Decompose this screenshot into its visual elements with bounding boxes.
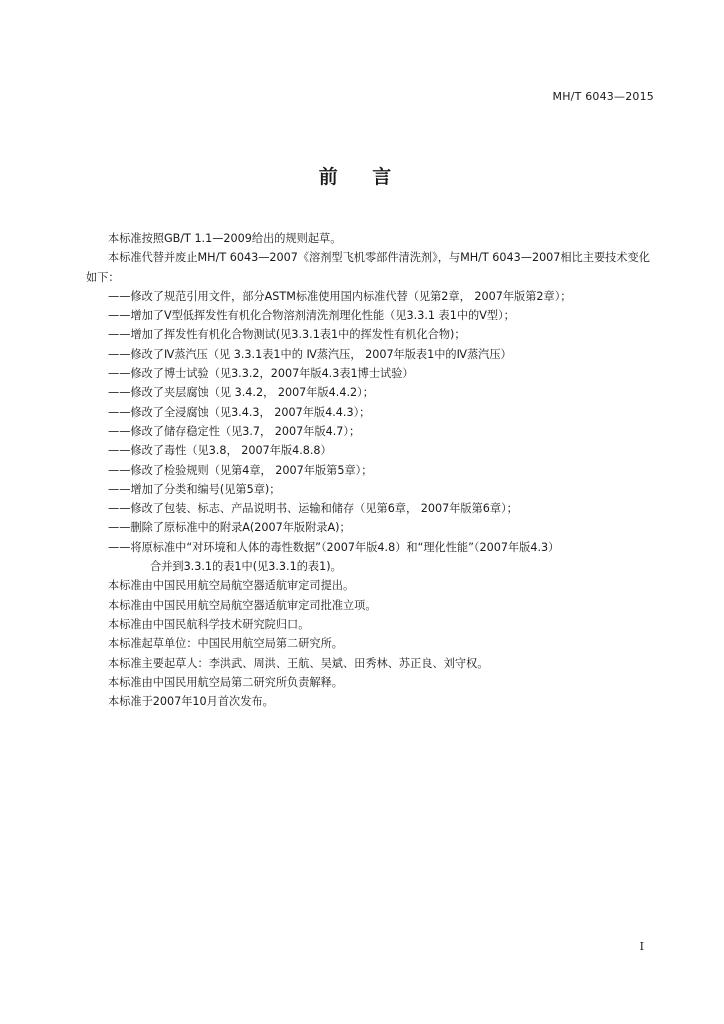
change-item-continuation: 合并到3.3.1的表1中(见3.3.1的表1)。 [150,560,342,574]
closing-paragraph: 本标准主要起草人：李洪武、周洪、王航、吴斌、田秀林、苏正良、刘守权。 [108,656,489,670]
closing-paragraph: 本标准于2007年10月首次发布。 [108,695,274,709]
change-item: ——删除了原标准中的附录A(2007年版附录A)； [108,521,351,535]
change-item: ——增加了分类和编号(见第5章)； [108,482,281,496]
change-item: ——修改了储存稳定性（见3.7， 2007年版4.7）； [108,424,361,438]
closing-paragraph: 本标准由中国民用航空局航空器适航审定司批准立项。 [108,598,377,612]
change-item: ——修改了包装、标志、产品说明书、运输和储存（见第6章， 2007年版第6章）； [108,502,518,516]
closing-paragraph: 本标准由中国民用航空局第二研究所负责解释。 [108,675,343,689]
change-item: ——修改了Ⅳ蒸汽压（见 3.3.1表1中的 Ⅳ蒸汽压， 2007年版表1中的Ⅳ蒸汽压） [108,347,512,361]
change-item: ——修改了博士试验（见3.3.2，2007年版4.3表1博士试验） [108,367,414,381]
change-item: ——增加了挥发性有机化合物测试(见3.3.1表1中的挥发性有机化合物)； [108,328,466,342]
closing-paragraph: 本标准由中国民航科学技术研究院归口。 [108,617,310,631]
closing-paragraph: 本标准由中国民用航空局航空器适航审定司提出。 [108,579,355,593]
standard-code: MH/T 6043—2015 [552,90,654,103]
change-item: ——修改了全浸腐蚀（见3.4.3， 2007年版4.4.3）； [108,405,371,419]
change-item: ——修改了毒性（见3.8， 2007年版4.8.8） [108,444,332,458]
foreword-body [86,229,658,711]
change-item: ——修改了检验规则（见第4章， 2007年版第5章）； [108,463,373,477]
paragraph-drafting-rule: 本标准按照GB/T 1.1—2009给出的规则起草。 [108,232,342,245]
closing-paragraph: 本标准起草单位：中国民用航空局第二研究所。 [108,637,343,651]
page-title: 前 言 [318,166,406,188]
change-item: ——修改了夹层腐蚀（见 3.4.2， 2007年版4.4.2）； [108,386,374,400]
change-item: ——修改了规范引用文件，部分ASTM标准使用国内标准代替（见第2章， 2007年版第2章）； [108,289,572,303]
page-number: I [639,940,644,953]
change-item: ——增加了Ⅴ型低挥发性有机化合物溶剂清洗剂理化性能（见3.3.1 表1中的Ⅴ型）； [108,309,515,323]
paragraph-replacement-note: 本标准代替并废止MH/T 6043—2007《溶剂型飞机零部件清洗剂》，与MH/T 6043—2007相比主要技术变化如下： [86,251,650,284]
change-item: ——将原标准中“对环境和人体的毒性数据”（2007年版4.8）和“理化性能”（2007年版4.3） [108,540,560,554]
